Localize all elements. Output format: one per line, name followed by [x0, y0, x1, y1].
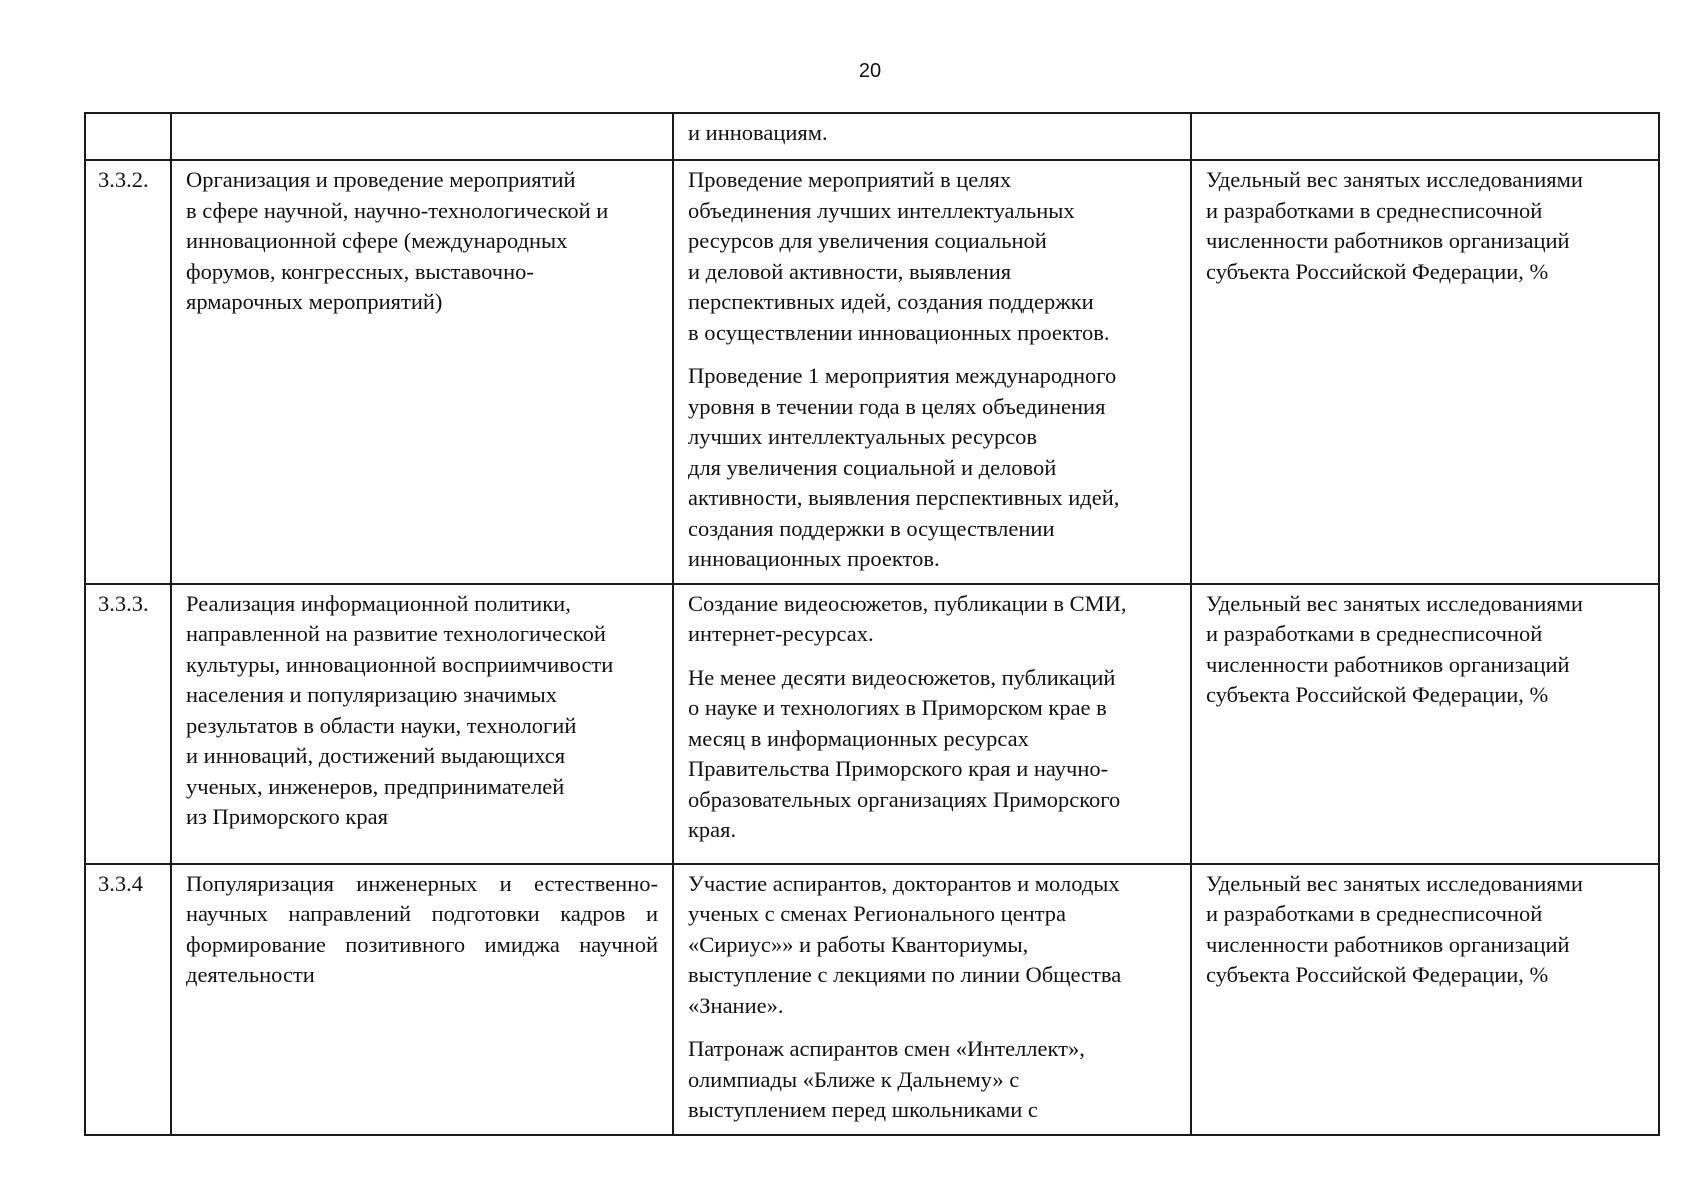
- content-paragraph: [688, 869, 1176, 1022]
- activity-cell: [171, 160, 673, 584]
- row-number-cell: [85, 160, 171, 584]
- content-cell: [673, 160, 1191, 584]
- row-number: 3.3.4: [98, 870, 143, 896]
- content-paragraph: [688, 589, 1176, 650]
- text-line: лучших интеллектуальных ресурсов: [688, 424, 1038, 449]
- text-line: уровня в течении года в целях объединения: [688, 393, 1106, 419]
- content-cell: [673, 113, 1191, 160]
- text-line: создания поддержки в осуществлении: [688, 515, 1055, 541]
- text-line: Участие аспирантов, докторантов и молодых: [688, 870, 1120, 896]
- text-line: о науке и технологиях в Приморском крае в: [688, 695, 1107, 720]
- text-line: Удельный вес занятых исследованиями: [1206, 870, 1583, 896]
- text-line: инновационных проектов.: [688, 546, 940, 571]
- text-line: в сфере научной, научно-технологической и: [186, 197, 609, 223]
- table-row-3-3-2: [85, 160, 1659, 584]
- table-row-3-3-3: [85, 584, 1659, 864]
- text-line: Организация и проведение мероприятий: [186, 167, 576, 192]
- text-line: Реализация информационной политики,: [186, 590, 571, 616]
- text-line: Правительства Приморского края и научно-: [688, 756, 1109, 781]
- text-line: Не менее десяти видеосюжетов, публикаций: [688, 664, 1116, 690]
- content-cell: [673, 584, 1191, 864]
- text-line: субъекта Российской Федерации, %: [1206, 682, 1549, 707]
- text-line: населения и популяризацию значимых: [186, 682, 558, 707]
- text-line: Удельный вес занятых исследованиями: [1206, 167, 1583, 192]
- text-line: и деловой активности, выявления: [688, 258, 1012, 284]
- content-paragraph: [688, 663, 1176, 846]
- text-line: Проведение 1 мероприятия международного: [688, 363, 1117, 388]
- text-line: выступление с лекциями по линии Общества: [688, 962, 1122, 987]
- activity-cell: [171, 113, 673, 160]
- text-line: численности работников организаций: [1206, 228, 1570, 253]
- text-line: и разработками в среднесписочной: [1206, 901, 1543, 926]
- text-line: ярмарочных мероприятий): [186, 289, 443, 314]
- row-number: 3.3.2.: [98, 167, 149, 192]
- indicator-cell: [1191, 113, 1659, 160]
- text-line: и инноваций, достижений выдающихся: [186, 743, 566, 768]
- text-line: перспективных идей, создания поддержки: [688, 289, 1094, 314]
- indicator-cell: [1191, 864, 1659, 1135]
- activity-cell: [171, 584, 673, 864]
- text-line: образовательных организациях Приморского: [688, 786, 1121, 812]
- content-paragraph: [688, 1034, 1176, 1126]
- measures-table: [84, 112, 1660, 1136]
- text-line: субъекта Российской Федерации, %: [1206, 258, 1549, 284]
- text-line: направленной на развитие технологической: [186, 621, 606, 646]
- activity-cell: [171, 864, 673, 1135]
- content-cell: [673, 864, 1191, 1135]
- text-line: ресурсов для увеличения социальной: [688, 228, 1047, 253]
- text-line: культуры, инновационной восприимчивости: [186, 651, 614, 677]
- text-line: инновационной сфере (международных: [186, 228, 568, 253]
- table-row-3-3-4: [85, 864, 1659, 1135]
- content-paragraph: [688, 165, 1176, 348]
- text-line: ученых с сменах Регионального центра: [688, 901, 1066, 926]
- text-line: объединения лучших интеллектуальных: [688, 197, 1075, 223]
- text-line: интернет-ресурсах.: [688, 621, 874, 646]
- row-number: 3.3.3.: [98, 590, 149, 616]
- text-line: выступлением перед школьниками с: [688, 1097, 1038, 1122]
- row-number-cell: [85, 113, 171, 160]
- text-line: «Сириус»» и работы Кванториумы,: [688, 931, 1029, 957]
- text-line: численности работников организаций: [1206, 931, 1570, 957]
- indicator-cell: [1191, 584, 1659, 864]
- text-line: в осуществлении инновационных проектов.: [688, 319, 1110, 345]
- text-line: результатов в области науки, технологий: [186, 712, 577, 738]
- text-line: Проведение мероприятий в целях: [688, 167, 1012, 192]
- content-paragraph: [688, 118, 1176, 149]
- page-number: 20: [858, 60, 882, 82]
- text-line: и разработками в среднесписочной: [1206, 197, 1543, 223]
- text-line: ученых, инженеров, предпринимателей: [186, 773, 565, 799]
- row-number-cell: [85, 584, 171, 864]
- text-line: края.: [688, 817, 737, 842]
- text-line: Патронаж аспирантов смен «Интеллект»,: [688, 1036, 1085, 1061]
- text-line: олимпиады «Ближе к Дальнему» с: [688, 1066, 1020, 1092]
- text-line: активности, выявления перспективных идей,: [688, 485, 1120, 510]
- text-line: месяц в информационных ресурсах: [688, 725, 1029, 751]
- text-line: и инновациям.: [688, 120, 828, 145]
- text-line: из Приморского края: [186, 804, 388, 829]
- text-line: форумов, конгрессных, выставочно-: [186, 258, 534, 284]
- activity-text: Популяризация инженерных и естественно-научных направлений подготовки кадров и формирование позитивного имиджа научной деятельности: [186, 870, 658, 987]
- text-line: и разработками в среднесписочной: [1206, 621, 1543, 646]
- text-line: «Знание».: [688, 992, 784, 1018]
- content-paragraph: [688, 361, 1176, 575]
- text-line: численности работников организаций: [1206, 651, 1570, 677]
- text-line: для увеличения социальной и деловой: [688, 454, 1057, 480]
- text-line: Создание видеосюжетов, публикации в СМИ,: [688, 590, 1127, 616]
- text-line: Удельный вес занятых исследованиями: [1206, 590, 1583, 616]
- row-number-cell: [85, 864, 171, 1135]
- indicator-cell: [1191, 160, 1659, 584]
- table-row-continuation: [85, 113, 1659, 160]
- text-line: субъекта Российской Федерации, %: [1206, 962, 1549, 987]
